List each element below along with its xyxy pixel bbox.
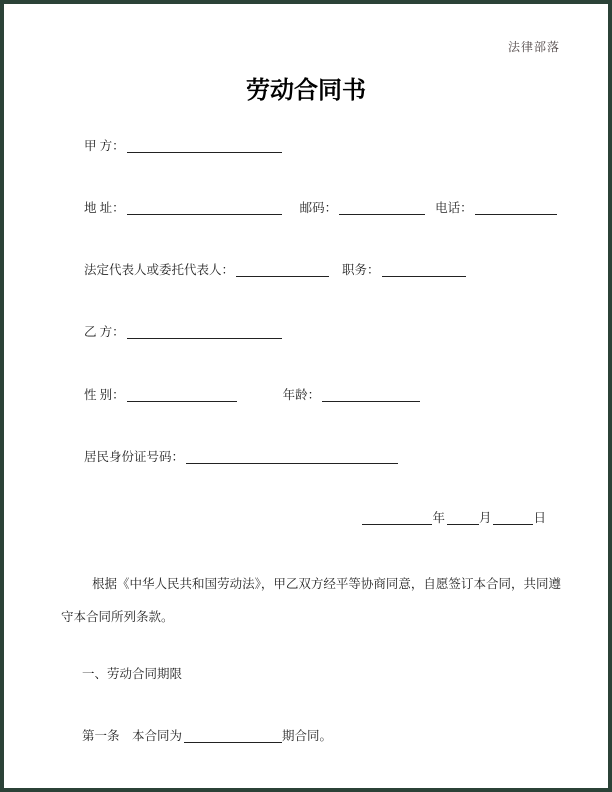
article1-row [82,728,332,744]
date-row [360,510,546,526]
date-month-label: 月 [478,511,492,525]
date-year-blank-line [362,510,432,525]
id-number-blank-line [186,449,398,464]
party-b-label: 乙 方： [84,325,125,339]
party-b-blank-line [127,324,282,339]
date-day-label: 日 [533,511,546,525]
gender-label: 性 别： [84,388,125,402]
document-title: 劳动合同书 [246,76,366,104]
article1-prefix: 第一条 本合同为 [82,729,183,743]
address-blank-line [127,200,282,215]
phone-blank-line [475,200,557,215]
gender-blank-line [127,387,237,402]
postcode-blank-line [339,200,425,215]
date-month-blank-line [447,510,479,525]
id-number-row [84,449,398,465]
party-b-row [84,324,282,340]
gender-age-row [84,387,420,403]
date-year-label: 年 [432,511,445,525]
position-blank-line [382,262,466,277]
party-a-label: 甲 方： [84,139,125,153]
position-label: 职务： [342,263,380,277]
age-blank-line [322,387,420,402]
article1-blank-line [184,728,282,743]
id-number-label: 居民身份证号码： [84,450,185,464]
legal-rep-blank-line [236,262,329,277]
date-day-blank-line [493,510,533,525]
address-label: 地 址： [84,201,125,215]
legal-rep-row [84,262,466,278]
preamble-paragraph: 根据《中华人民共和国劳动法》，甲乙双方经平等协商同意，自愿签订本合同，共同遵守本合同所列条款。 [61,577,561,624]
age-label: 年龄： [282,388,321,402]
party-a-row [84,138,282,154]
postcode-label: 邮码： [299,201,338,215]
phone-label: 电话： [435,201,473,215]
party-a-blank-line [127,138,282,153]
legal-rep-label: 法定代表人或委托代表人： [84,263,235,277]
section1-heading: 一、劳动合同期限 [82,667,183,681]
site-watermark: 法律部落 [507,40,560,54]
article1-suffix: 期合同。 [282,729,333,743]
address-row [84,200,557,216]
